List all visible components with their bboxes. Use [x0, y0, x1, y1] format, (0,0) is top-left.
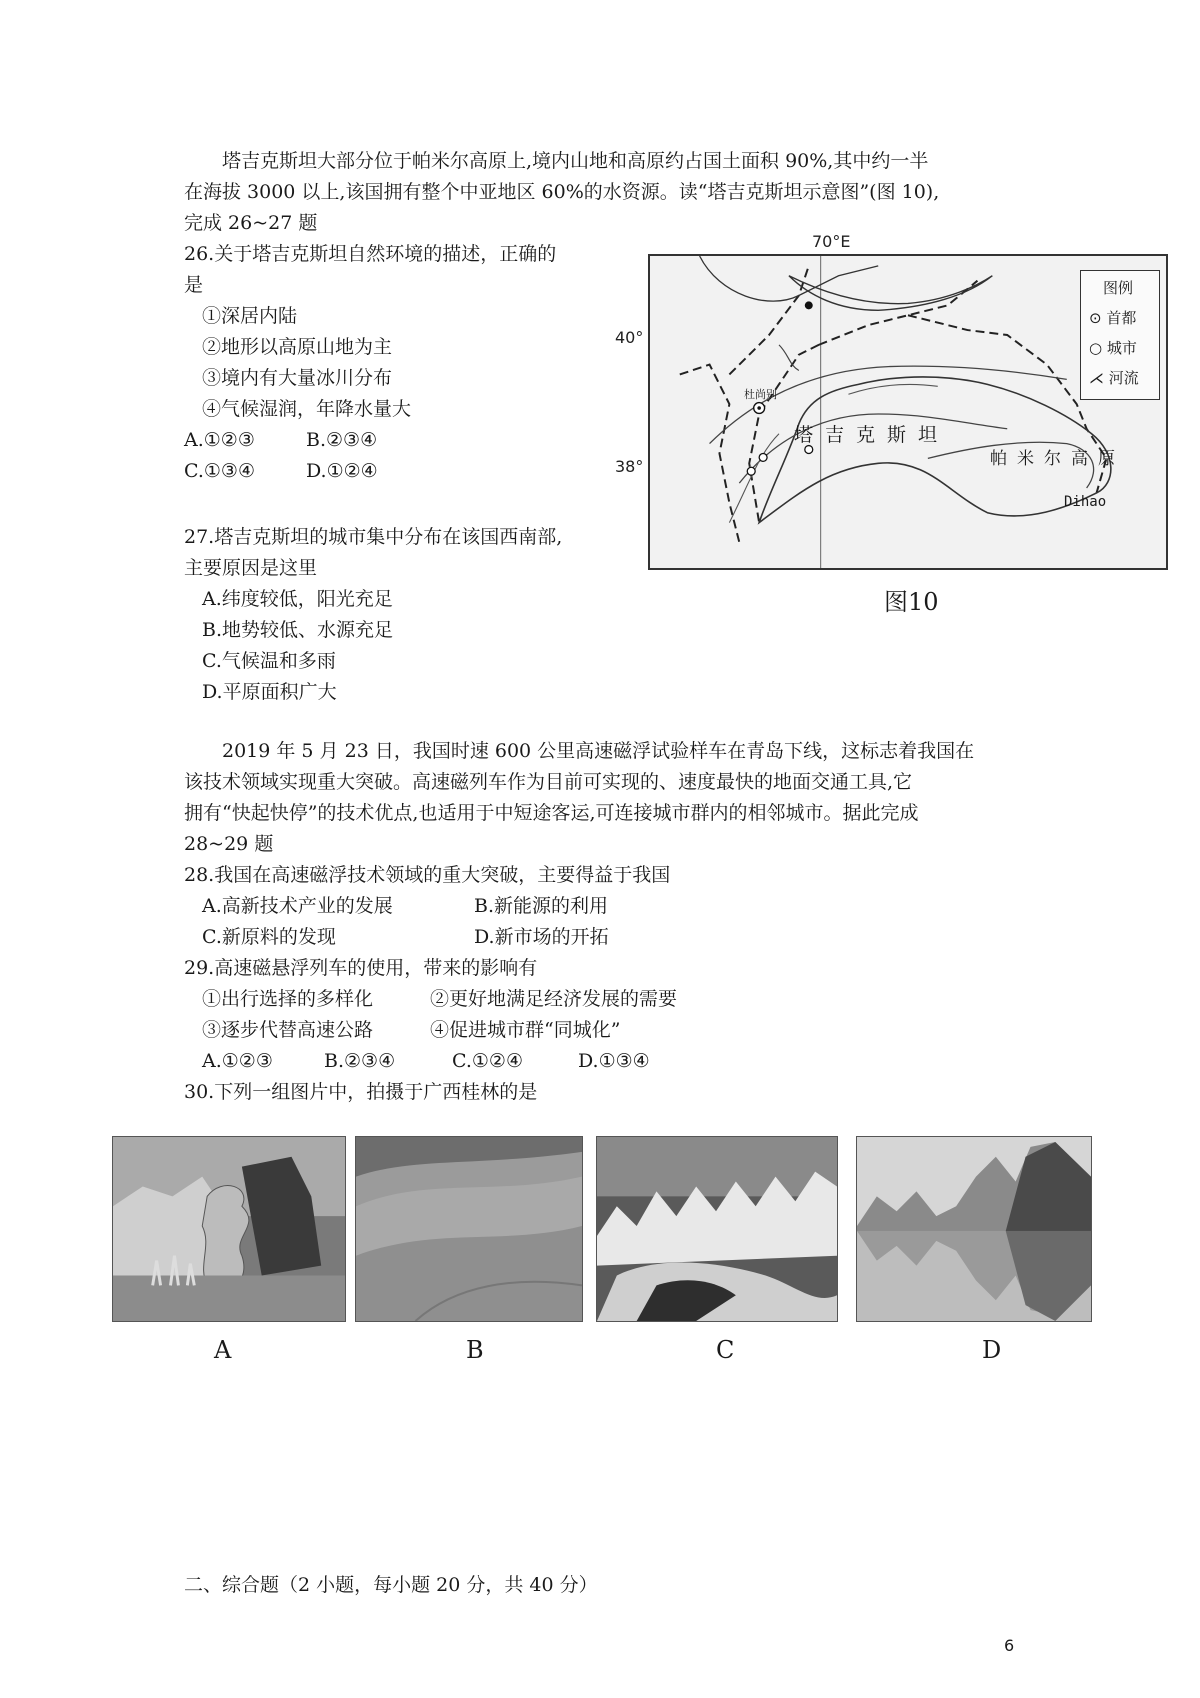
- q26-option-3: ③境内有大量冰川分布: [202, 367, 393, 389]
- passage2-line4: 28~29 题: [184, 833, 274, 855]
- q27-choice-b: B.地势较低、水源充足: [202, 619, 394, 641]
- q29-choice-c: C.①②④: [452, 1050, 523, 1072]
- legend-city-label: 城市: [1106, 339, 1137, 357]
- q26-choice-d: D.①②④: [306, 460, 378, 482]
- photo-c-label: C: [716, 1336, 735, 1364]
- legend-river-label: 河流: [1108, 369, 1139, 387]
- country-name-label: 塔吉克斯坦: [794, 424, 950, 446]
- photo-c-ice-peaks: [596, 1136, 838, 1322]
- q26-stem: 26.关于塔吉克斯坦自然环境的描述，正确的: [184, 243, 557, 265]
- q27-choice-c: C.气候温和多雨: [202, 650, 336, 672]
- photo-d-karst-reflection: [856, 1136, 1092, 1322]
- passage2-line3: 拥有“快起快停”的技术优点,也适用于中短途客运,可连接城市群内的相邻城市。据此完成: [184, 802, 919, 824]
- q27-choice-d: D.平原面积广大: [202, 681, 337, 703]
- capital-icon: ⊙: [1089, 309, 1107, 327]
- map-latitude-40-label: 40°: [615, 328, 644, 347]
- q28-choice-c: C.新原料的发现: [202, 926, 336, 948]
- q29-choice-d: D.①③④: [578, 1050, 650, 1072]
- q28-choice-d: D.新市场的开拓: [474, 926, 609, 948]
- q30-stem: 30.下列一组图片中，拍摄于广西桂林的是: [184, 1081, 538, 1103]
- q26-choice-a: A.①②③: [184, 429, 255, 451]
- photo-b-label: B: [466, 1336, 484, 1364]
- city-icon: ○: [1089, 339, 1107, 357]
- q26-option-4: ④气候湿润，年降水量大: [202, 398, 412, 420]
- map-legend: [1080, 270, 1160, 400]
- q29-option-3: ③逐步代替高速公路: [202, 1019, 374, 1041]
- photo-a-rock-formation: [112, 1136, 346, 1322]
- q28-choice-a: A.高新技术产业的发展: [202, 895, 393, 917]
- passage1-line1: 塔吉克斯坦大部分位于帕米尔高原上,境内山地和高原约占国土面积 90%,其中约一半: [222, 150, 929, 172]
- legend-capital-label: 首都: [1106, 309, 1137, 327]
- q29-choice-a: A.①②③: [202, 1050, 273, 1072]
- photo-a-label: A: [214, 1336, 232, 1364]
- q26-option-1: ①深居内陆: [202, 305, 298, 327]
- passage2-line1: 2019 年 5 月 23 日，我国时速 600 公里高速磁浮试验样车在青岛下线，这标志着我国在: [222, 740, 975, 762]
- passage1-line2: 在海拔 3000 以上,该国拥有整个中亚地区 60%的水资源。读“塔吉克斯坦示意图”(图 10),: [184, 181, 940, 203]
- legend-capital: [1089, 307, 1136, 328]
- page-number: 6: [1004, 1636, 1015, 1655]
- dihao-label: Dihao: [1064, 494, 1107, 510]
- legend-city: [1089, 337, 1137, 358]
- section-2-heading: 二、综合题（2 小题，每小题 20 分，共 40 分）: [184, 1574, 598, 1596]
- plateau-name-label: 帕米尔高原: [990, 449, 1125, 469]
- q26-choice-c: C.①③④: [184, 460, 255, 482]
- legend-river: [1089, 367, 1139, 388]
- q26-choice-b: B.②③④: [306, 429, 378, 451]
- q28-choice-b: B.新能源的利用: [474, 895, 609, 917]
- capital-name-label: 杜尚别: [744, 388, 777, 401]
- tajikistan-map: [648, 254, 1168, 570]
- passage1-line3: 完成 26~27 题: [184, 212, 318, 234]
- q27-stem-cont: 主要原因是这里: [184, 557, 318, 579]
- legend-title: 图例: [1103, 279, 1134, 297]
- photo-d-label: D: [982, 1336, 1002, 1364]
- map-longitude-label: 70°E: [812, 232, 851, 251]
- q26-stem-cont: 是: [184, 274, 204, 296]
- q29-stem: 29.高速磁悬浮列车的使用，带来的影响有: [184, 957, 538, 979]
- q29-option-4: ④促进城市群“同城化”: [430, 1019, 621, 1041]
- river-icon: ⋌: [1089, 369, 1109, 387]
- q29-option-1: ①出行选择的多样化: [202, 988, 374, 1010]
- q28-stem: 28.我国在高速磁浮技术领域的重大突破，主要得益于我国: [184, 864, 671, 886]
- photo-b-sand-dunes: [355, 1136, 583, 1322]
- passage2-line2: 该技术领域实现重大突破。高速磁列车作为目前可实现的、速度最快的地面交通工具,它: [184, 771, 913, 793]
- map-latitude-38-label: 38°: [615, 457, 644, 476]
- q27-choice-a: A.纬度较低，阳光充足: [202, 588, 393, 610]
- q29-choice-b: B.②③④: [324, 1050, 396, 1072]
- q26-option-2: ②地形以高原山地为主: [202, 336, 393, 358]
- q29-option-2: ②更好地满足经济发展的需要: [430, 988, 678, 1010]
- figure-caption: 图10: [884, 588, 939, 616]
- q27-stem: 27.塔吉克斯坦的城市集中分布在该国西南部,: [184, 526, 563, 548]
